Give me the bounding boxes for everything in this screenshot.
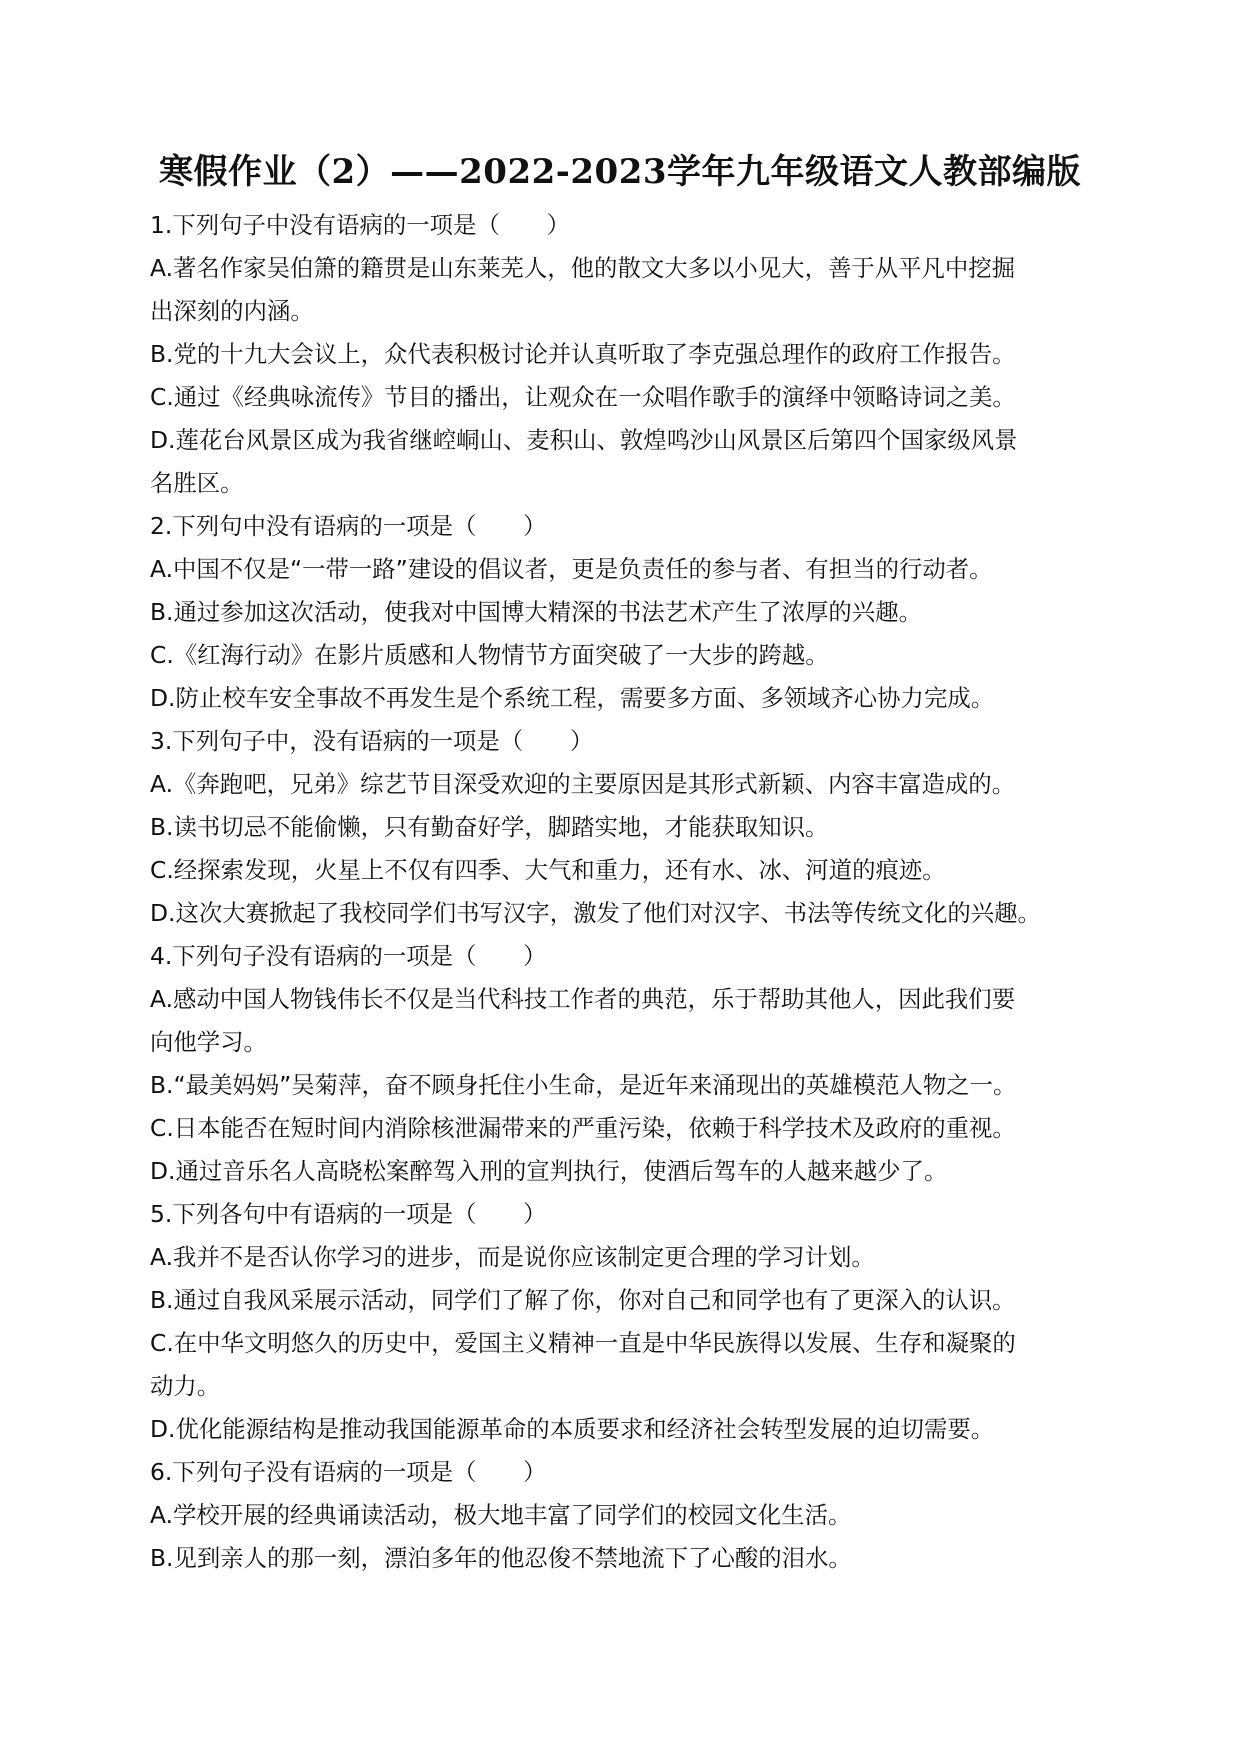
option-line: A.《奔跑吧，兄弟》综艺节目深受欢迎的主要原因是其形式新颖、内容丰富造成的。 (150, 770, 1016, 798)
document-title: 寒假作业（2）——2022-2023学年九年级语文人教部编版 (158, 152, 1082, 192)
option-line: B.通过自我风采展示活动，同学们了解了你，你对自己和同学也有了更深入的认识。 (150, 1286, 1016, 1314)
option-line: C.通过《经典咏流传》节目的播出，让观众在一众唱作歌手的演绎中领略诗词之美。 (150, 383, 1016, 411)
option-line: A.学校开展的经典诵读活动，极大地丰富了同学们的校园文化生活。 (150, 1501, 852, 1529)
option-line: 动力。 (150, 1372, 221, 1400)
option-line: 向他学习。 (150, 1028, 267, 1056)
question-stem: 2.下列句中没有语病的一项是（ ） (150, 512, 547, 540)
option-line: D.莲花台风景区成为我省继崆峒山、麦积山、敦煌鸣沙山风景区后第四个国家级风景 (150, 426, 1018, 454)
option-line: A.我并不是否认你学习的进步，而是说你应该制定更合理的学习计划。 (150, 1243, 875, 1271)
option-line: D.优化能源结构是推动我国能源革命的本质要求和经济社会转型发展的迫切需要。 (150, 1415, 995, 1443)
option-line: C.《红海行动》在影片质感和人物情节方面突破了一大步的跨越。 (150, 641, 829, 669)
option-line: 出深刻的内涵。 (150, 297, 314, 325)
option-line: B.“最美妈妈”吴菊萍，奋不顾身托住小生命，是近年来涌现出的英雄模范人物之一。 (150, 1071, 1017, 1099)
option-line: B.见到亲人的那一刻，漂泊多年的他忍俊不禁地流下了心酸的泪水。 (150, 1544, 852, 1572)
option-line: A.著名作家吴伯箫的籍贯是山东莱芜人，他的散文大多以小见大，善于从平凡中挖掘 (150, 254, 1016, 282)
option-line: D.通过音乐名人高晓松案醉驾入刑的宣判执行，使酒后驾车的人越来越少了。 (150, 1157, 948, 1185)
option-line: D.这次大赛掀起了我校同学们书写汉字，激发了他们对汉字、书法等传统文化的兴趣。 (150, 899, 1041, 927)
question-stem: 4.下列句子没有语病的一项是（ ） (150, 942, 547, 970)
option-line: 名胜区。 (150, 469, 244, 497)
option-line: A.感动中国人物钱伟长不仅是当代科技工作者的典范，乐于帮助其他人，因此我们要 (150, 985, 1016, 1013)
option-line: B.通过参加这次活动，使我对中国博大精深的书法艺术产生了浓厚的兴趣。 (150, 598, 922, 626)
question-stem: 6.下列句子没有语病的一项是（ ） (150, 1458, 547, 1486)
option-line: B.党的十九大会议上，众代表积极讨论并认真听取了李克强总理作的政府工作报告。 (150, 340, 1016, 368)
question-list (150, 204, 1100, 1580)
question-stem: 3.下列句子中，没有语病的一项是（ ） (150, 727, 594, 755)
question-stem: 1.下列句子中没有语病的一项是（ ） (150, 211, 570, 239)
option-line: B.读书切忌不能偷懒，只有勤奋好学，脚踏实地，才能获取知识。 (150, 813, 829, 841)
option-line: C.日本能否在短时间内消除核泄漏带来的严重污染，依赖于科学技术及政府的重视。 (150, 1114, 1016, 1142)
option-line: A.中国不仅是“一带一路”建设的倡议者，更是负责任的参与者、有担当的行动者。 (150, 555, 993, 583)
option-line: C.在中华文明悠久的历史中，爱国主义精神一直是中华民族得以发展、生存和凝聚的 (150, 1329, 1016, 1357)
option-line: D.防止校车安全事故不再发生是个系统工程，需要多方面、多领域齐心协力完成。 (150, 684, 995, 712)
question-stem: 5.下列各句中有语病的一项是（ ） (150, 1200, 547, 1228)
option-line: C.经探索发现，火星上不仅有四季、大气和重力，还有水、冰、河道的痕迹。 (150, 856, 946, 884)
